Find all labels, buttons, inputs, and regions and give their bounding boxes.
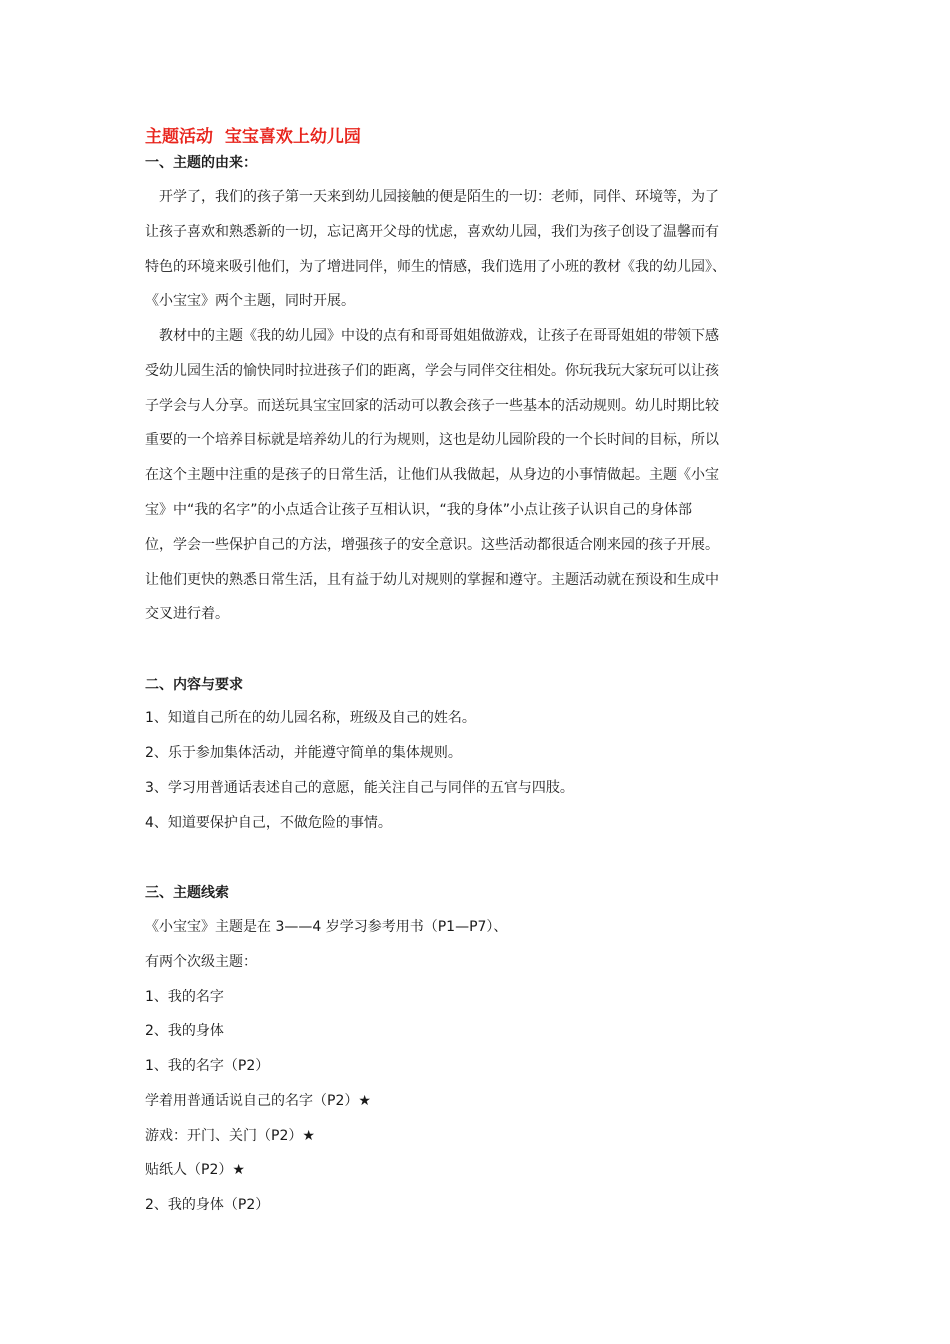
clue-line: 游戏：开门、关门（P2）★ bbox=[145, 1128, 315, 1144]
paragraph-line: 在这个主题中注重的是孩子的日常生活，让他们从我做起，从身边的小事情做起。主题《小宝 bbox=[145, 467, 719, 484]
paragraph-line: 开学了，我们的孩子第一天来到幼儿园接触的便是陌生的一切：老师，同伴、环境等，为了 bbox=[145, 189, 719, 205]
paragraph-line: 交叉进行着。 bbox=[145, 606, 229, 623]
document-title: 主题活动 宝宝喜欢上幼儿园 bbox=[145, 127, 361, 147]
clue-line: 2、我的身体 bbox=[145, 1023, 224, 1039]
paragraph-line: 教材中的主题《我的幼儿园》中设的点有和哥哥姐姐做游戏，让孩子在哥哥姐姐的带领下感 bbox=[145, 328, 719, 344]
paragraph-line: 特色的环境来吸引他们，为了增进同伴，师生的情感，我们选用了小班的教材《我的幼儿园》、 bbox=[145, 258, 726, 275]
paragraph-line: 子学会与人分享。而送玩具宝宝回家的活动可以教会孩子一些基本的活动规则。幼儿时期比较 bbox=[145, 397, 719, 414]
paragraph-line: 《小宝宝》两个主题，同时开展。 bbox=[145, 293, 355, 310]
clue-line: 《小宝宝》主题是在 3——4 岁学习参考用书（P1—P7）、 bbox=[145, 919, 508, 935]
paragraph-origin-1 bbox=[145, 180, 810, 319]
section-heading-origin: 一、主题的由来： bbox=[145, 155, 257, 171]
paragraph-line: 让孩子喜欢和熟悉新的一切，忘记离开父母的忧虑，喜欢幼儿园，我们为孩子创设了温馨而有 bbox=[145, 223, 719, 240]
section-heading-content: 二、内容与要求 bbox=[145, 677, 243, 693]
clue-line: 贴纸人（P2）★ bbox=[145, 1162, 245, 1178]
clue-line: 2、我的身体（P2） bbox=[145, 1197, 270, 1213]
requirement-item: 3、学习用普通话表述自己的意愿，能关注自己与同伴的五官与四肢。 bbox=[145, 780, 574, 796]
clue-line: 有两个次级主题： bbox=[145, 954, 257, 970]
section-heading-clues: 三、主题线索 bbox=[145, 885, 229, 901]
paragraph-line: 重要的一个培养目标就是培养幼儿的行为规则，这也是幼儿园阶段的一个长时间的目标，所以 bbox=[145, 432, 719, 449]
paragraph-line: 受幼儿园生活的愉快同时拉进孩子们的距离，学会与同伴交往相处。你玩我玩大家玩可以让孩 bbox=[145, 362, 719, 379]
requirement-item: 4、知道要保护自己，不做危险的事情。 bbox=[145, 815, 392, 831]
requirement-item: 2、乐于参加集体活动，并能遵守简单的集体规则。 bbox=[145, 745, 462, 761]
requirement-item: 1、知道自己所在的幼儿园名称，班级及自己的姓名。 bbox=[145, 710, 476, 726]
clue-line: 学着用普通话说自己的名字（P2）★ bbox=[145, 1093, 371, 1109]
clue-line: 1、我的名字 bbox=[145, 989, 224, 1005]
paragraph-line: 宝》中“我的名字”的小点适合让孩子互相认识，“我的身体”小点让孩子认识自己的身体部 bbox=[145, 501, 693, 518]
paragraph-origin-2 bbox=[145, 319, 810, 632]
paragraph-line: 让他们更快的熟悉日常生活，且有益于幼儿对规则的掌握和遵守。主题活动就在预设和生成中 bbox=[145, 571, 719, 588]
paragraph-line: 位，学会一些保护自己的方法，增强孩子的安全意识。这些活动都很适合刚来园的孩子开展。 bbox=[145, 536, 719, 553]
clue-line: 1、我的名字（P2） bbox=[145, 1058, 270, 1074]
